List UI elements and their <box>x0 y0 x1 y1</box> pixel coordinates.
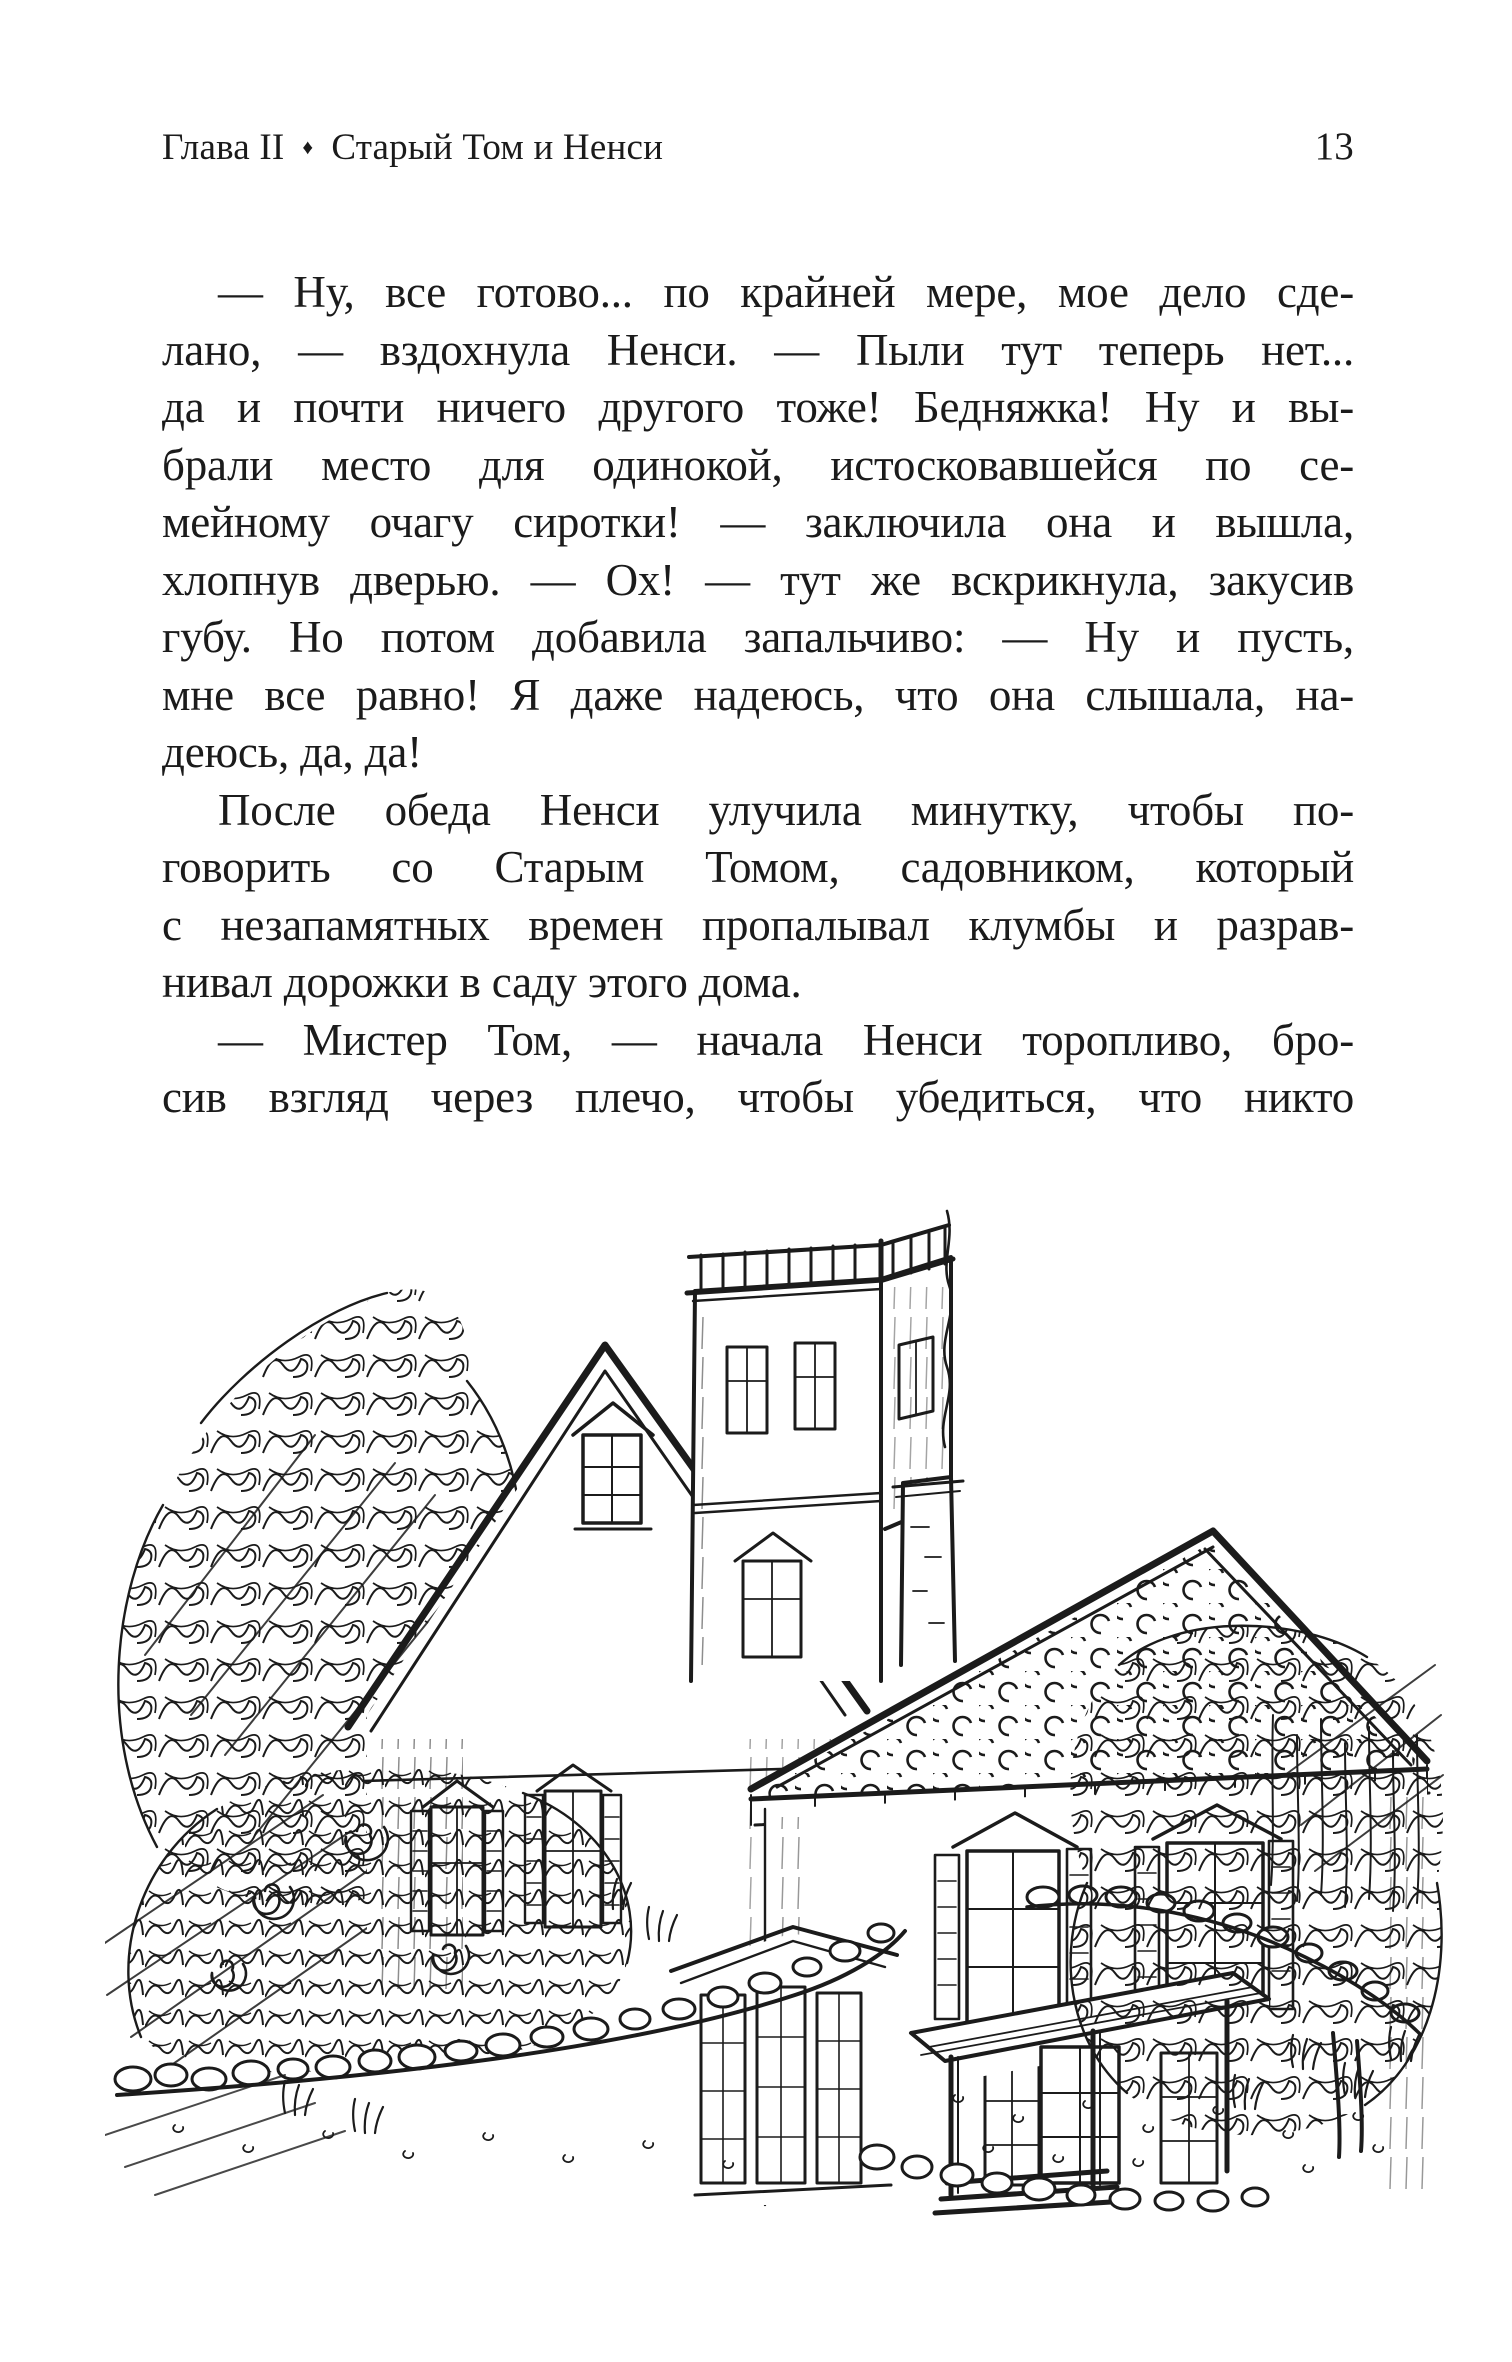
text-line: с незапамятных времен пропалывал клумбы и разрав- <box>162 899 1354 950</box>
text-line: мейному очагу сиротки! — заключила она и вышла, <box>162 497 1354 547</box>
text-line: губу. Но потом добавила запальчиво: — Ну и пусть, <box>162 612 1354 662</box>
text-line: говорить со Старым Томом, садовником, который <box>162 842 1354 892</box>
text-line: нивал дорожки в саду этого дома. <box>162 957 802 1007</box>
text-line: сив взгляд через плечо, чтобы убедиться, что никто <box>162 1072 1354 1122</box>
text-line: да и почти ничего другого тоже! Бедняжка! Ну и вы- <box>162 382 1354 432</box>
body-text <box>162 264 1354 1127</box>
house-illustration <box>105 1195 1445 2220</box>
running-head <box>162 124 1354 169</box>
chapter-label: Глава II <box>162 127 285 168</box>
paragraph <box>162 782 1354 1012</box>
text-line: — Ну, все готово... по крайней мере, мое дело сде- <box>218 267 1354 317</box>
text-line: деюсь, да, да! <box>162 727 422 777</box>
paragraph <box>162 264 1354 782</box>
house-sketch-drawing <box>105 1195 1445 2220</box>
text-line: мне все равно! Я даже надеюсь, что она слышала, на- <box>162 669 1354 720</box>
running-title <box>162 126 663 169</box>
text-line: — Мистер Том, — начала Ненси торопливо, бро- <box>218 1014 1354 1065</box>
paragraph <box>162 1012 1354 1127</box>
text-line: После обеда Ненси улучила минутку, чтобы по- <box>218 784 1354 835</box>
text-line: брали место для одинокой, истосковавшейся по се- <box>162 439 1354 490</box>
diamond-separator-icon: ♦ <box>302 135 314 159</box>
text-line: лано, — вздохнула Ненси. — Пыли тут теперь нет... <box>162 324 1354 375</box>
page-number: 13 <box>1314 125 1354 168</box>
chapter-title: Старый Том и Ненси <box>331 127 664 168</box>
text-line: хлопнув дверью. — Ох! — тут же вскрикнула, закусив <box>162 554 1354 605</box>
